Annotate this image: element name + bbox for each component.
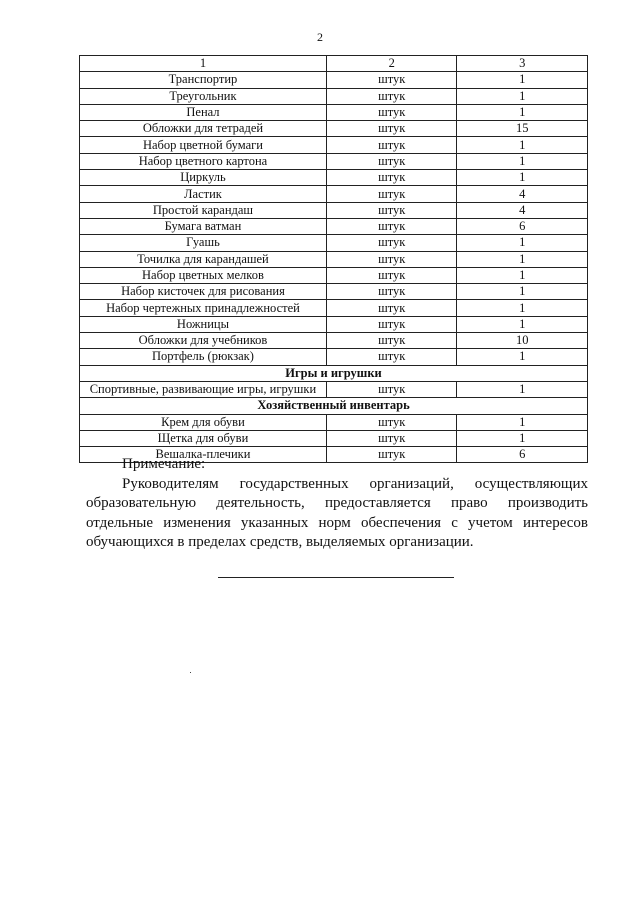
table-row	[80, 414, 588, 430]
table-row	[80, 186, 588, 202]
table-row	[80, 170, 588, 186]
unit-cell: штук	[326, 218, 457, 234]
table-body	[80, 72, 588, 463]
quantity-cell: 1	[457, 381, 588, 397]
unit-cell: штук	[326, 121, 457, 137]
item-name-cell: Транспортир	[80, 72, 327, 88]
unit-cell: штук	[326, 300, 457, 316]
unit-cell: штук	[326, 414, 457, 430]
item-name-cell: Бумага ватман	[80, 218, 327, 234]
quantity-cell: 15	[457, 121, 588, 137]
item-name-cell: Крем для обуви	[80, 414, 327, 430]
table-row	[80, 153, 588, 169]
quantity-cell: 1	[457, 88, 588, 104]
quantity-cell: 1	[457, 284, 588, 300]
unit-cell: штук	[326, 170, 457, 186]
item-name-cell: Ластик	[80, 186, 327, 202]
scan-speck	[190, 672, 191, 673]
unit-cell: штук	[326, 88, 457, 104]
section-title: Хозяйственный инвентарь	[80, 398, 588, 414]
item-name-cell: Набор цветных мелков	[80, 267, 327, 283]
item-name-cell: Треугольник	[80, 88, 327, 104]
unit-cell: штук	[326, 284, 457, 300]
table-row	[80, 284, 588, 300]
item-name-cell: Портфель (рюкзак)	[80, 349, 327, 365]
quantity-cell: 1	[457, 349, 588, 365]
page-number: 2	[317, 30, 323, 44]
quantity-cell: 1	[457, 267, 588, 283]
quantity-cell: 6	[457, 218, 588, 234]
unit-cell: штук	[326, 349, 457, 365]
unit-cell: штук	[326, 202, 457, 218]
item-name-cell: Простой карандаш	[80, 202, 327, 218]
unit-cell: штук	[326, 104, 457, 120]
table-row	[80, 88, 588, 104]
quantity-cell: 1	[457, 414, 588, 430]
item-name-cell: Щетка для обуви	[80, 430, 327, 446]
quantity-cell: 1	[457, 137, 588, 153]
unit-cell: штук	[326, 316, 457, 332]
unit-cell: штук	[326, 447, 457, 463]
quantity-cell: 1	[457, 300, 588, 316]
item-name-cell: Циркуль	[80, 170, 327, 186]
quantity-cell: 1	[457, 104, 588, 120]
quantity-cell: 4	[457, 186, 588, 202]
item-name-cell: Набор цветного картона	[80, 153, 327, 169]
table-row	[80, 121, 588, 137]
section-header-row	[80, 398, 588, 414]
quantity-cell: 1	[457, 170, 588, 186]
table-row	[80, 218, 588, 234]
item-name-cell: Точилка для карандашей	[80, 251, 327, 267]
table-row	[80, 235, 588, 251]
item-name-cell: Ножницы	[80, 316, 327, 332]
item-name-cell: Гуашь	[80, 235, 327, 251]
quantity-cell: 1	[457, 430, 588, 446]
section-header-row	[80, 365, 588, 381]
table-row	[80, 300, 588, 316]
note-title: Примечание:	[122, 456, 206, 472]
table-row	[80, 137, 588, 153]
table-row	[80, 104, 588, 120]
column-number-2: 2	[326, 56, 457, 72]
quantity-cell: 4	[457, 202, 588, 218]
quantity-cell: 1	[457, 72, 588, 88]
quantity-cell: 1	[457, 153, 588, 169]
table-row	[80, 267, 588, 283]
item-name-cell: Обложки для тетрадей	[80, 121, 327, 137]
table-row	[80, 202, 588, 218]
quantity-cell: 1	[457, 316, 588, 332]
closing-separator-line	[218, 577, 454, 578]
column-number-3: 3	[457, 56, 588, 72]
quantity-cell: 10	[457, 333, 588, 349]
unit-cell: штук	[326, 153, 457, 169]
item-name-cell: Вешалка-плечики	[80, 447, 327, 463]
unit-cell: штук	[326, 137, 457, 153]
unit-cell: штук	[326, 430, 457, 446]
table-header-row	[80, 56, 588, 72]
norms-table	[79, 55, 588, 463]
unit-cell: штук	[326, 72, 457, 88]
unit-cell: штук	[326, 381, 457, 397]
note-block	[86, 455, 588, 553]
item-name-cell: Набор кисточек для рисования	[80, 284, 327, 300]
item-name-cell: Набор цветной бумаги	[80, 137, 327, 153]
note-body: Руководителям государственных организаций, осуществляющих образовательную деятельность, предоставляется право производить отдельные изменения указанных норм обеспечения с учетом интересов обучающихся в пределах средств, выделяемых организации.	[86, 475, 588, 550]
quantity-cell: 1	[457, 235, 588, 251]
quantity-cell: 6	[457, 447, 588, 463]
table-row	[80, 349, 588, 365]
item-name-cell: Обложки для учебников	[80, 333, 327, 349]
item-name-cell: Спортивные, развивающие игры, игрушки	[80, 381, 327, 397]
column-number-1: 1	[80, 56, 327, 72]
table-row	[80, 72, 588, 88]
table-row	[80, 251, 588, 267]
unit-cell: штук	[326, 333, 457, 349]
unit-cell: штук	[326, 267, 457, 283]
quantity-cell: 1	[457, 251, 588, 267]
item-name-cell: Пенал	[80, 104, 327, 120]
unit-cell: штук	[326, 251, 457, 267]
unit-cell: штук	[326, 186, 457, 202]
table-row	[80, 333, 588, 349]
table-row	[80, 381, 588, 397]
table-row	[80, 316, 588, 332]
item-name-cell: Набор чертежных принадлежностей	[80, 300, 327, 316]
table-row	[80, 430, 588, 446]
unit-cell: штук	[326, 235, 457, 251]
section-title: Игры и игрушки	[80, 365, 588, 381]
